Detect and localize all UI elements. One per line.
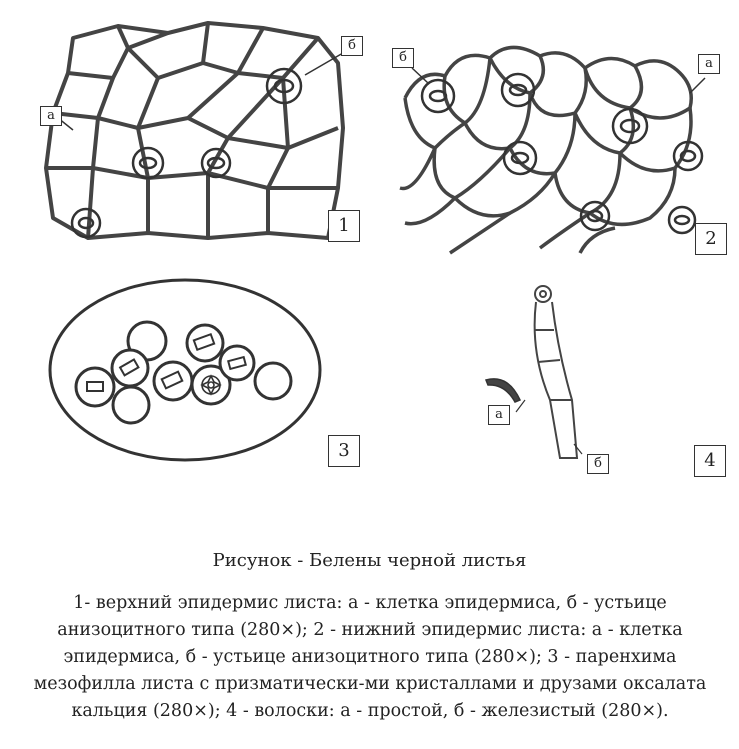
label-b: б [341,36,363,56]
mesophyll-drawing [45,275,335,475]
label-a: а [40,106,62,126]
label-a: а [488,405,510,425]
panel-number: 4 [694,445,726,477]
simple-hair [486,379,520,402]
pointer-line-a [690,78,705,93]
panel-number: 1 [328,210,360,242]
glandular-hair [534,286,577,458]
upper-epidermis-drawing [38,18,358,250]
label-a: а [698,54,720,74]
panel-number: 3 [328,435,360,467]
panel-hairs [470,282,716,472]
figure-caption: 1- верхний эпидермис листа: а - клетка эпидермиса, б - устьице анизоцитного типа (280×); 2 - нижний эпидермис листа: а - клетка эпидермиса, б - устьице анизоцитного типа (280×); 3 - паренхима мезофилла листа с призматически-ми кристаллами и друзами оксалата кальция (280×); 4 - волоски: а - простой, б - железистый (280×). [33,593,707,721]
figure-title: Рисунок - Белены черной листья [212,550,527,571]
lower-epidermis-drawing [390,38,735,263]
panel-mesophyll [45,275,350,475]
panel-number: 2 [695,223,727,255]
label-b: б [587,454,609,474]
hairs-drawing [470,282,630,472]
panel-lower-epidermis [390,38,735,263]
panel-upper-epidermis [38,18,358,250]
label-b: б [392,48,414,68]
